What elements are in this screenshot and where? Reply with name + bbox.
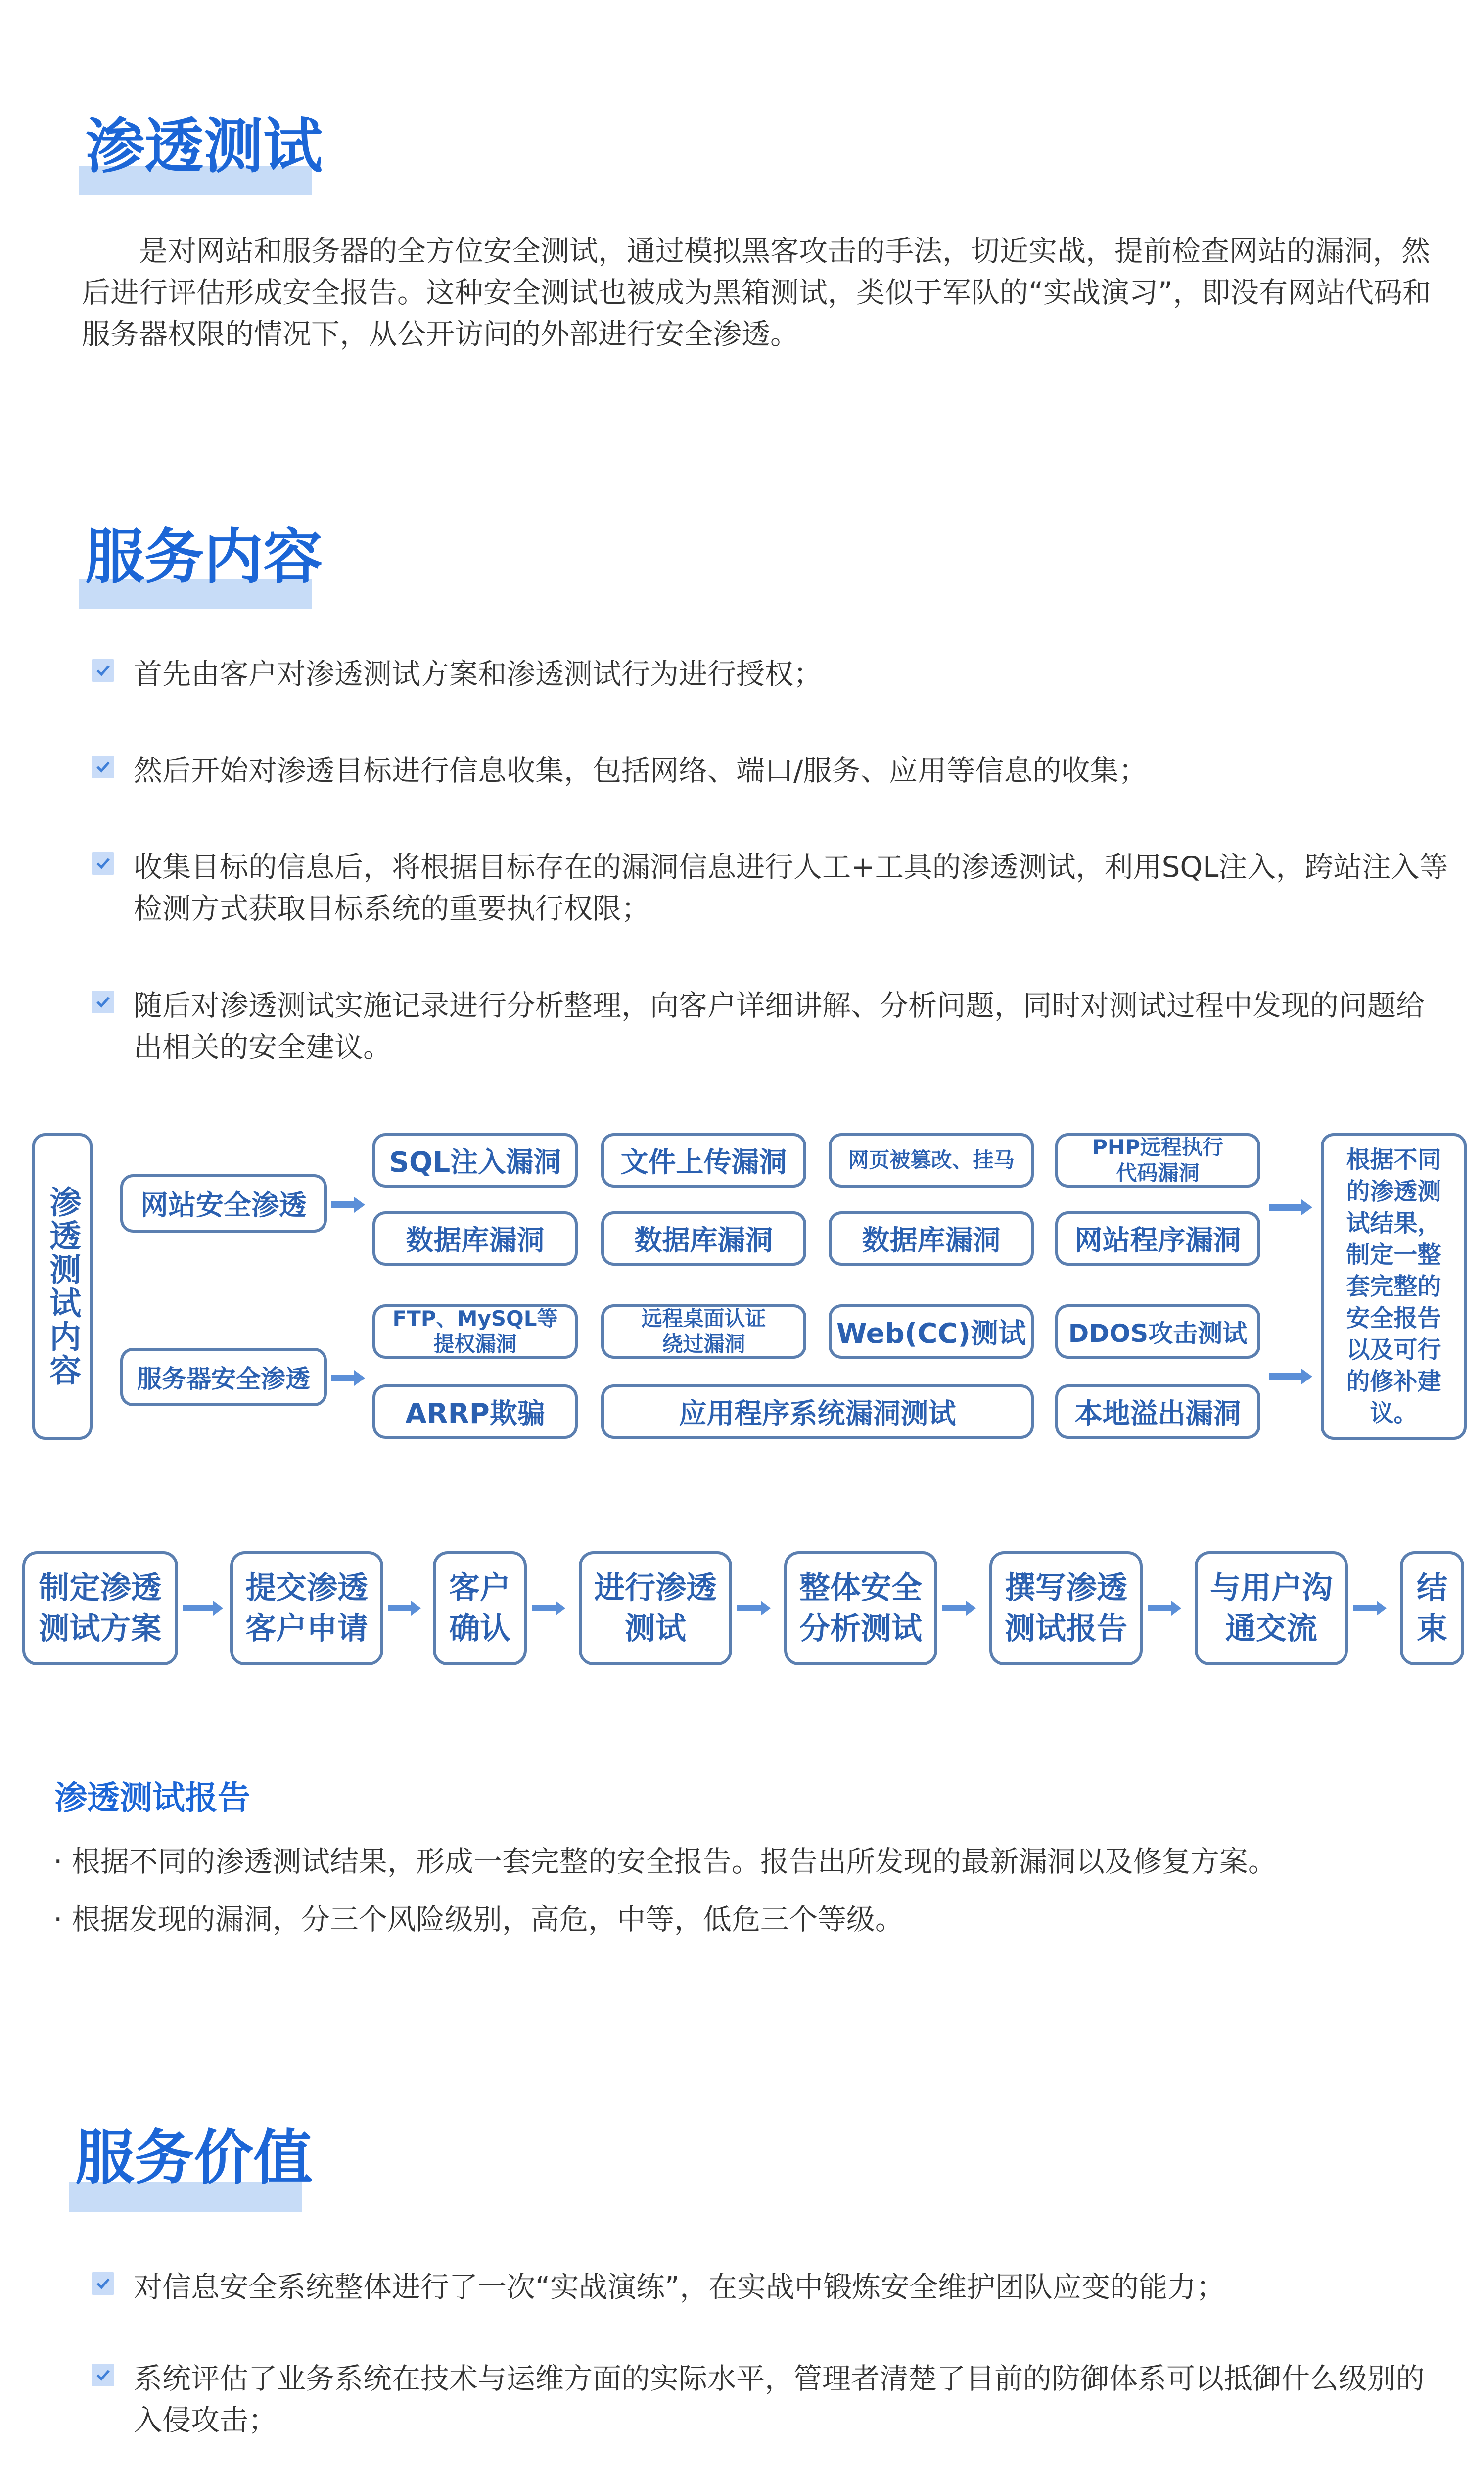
flow-step: [22, 1551, 178, 1665]
result-line: 制定一整: [1346, 1241, 1441, 1269]
flow-step: [784, 1551, 937, 1665]
item-label: DDOS攻击测试: [1068, 1319, 1248, 1348]
flow-arrow: [388, 1605, 413, 1611]
result-line: 议。: [1370, 1399, 1418, 1427]
diagram-arrow: [331, 1201, 356, 1208]
flow-step-line: 整体安全: [799, 1570, 922, 1606]
item-label: 数据库漏洞: [862, 1225, 1001, 1257]
item-label: 数据库漏洞: [406, 1225, 545, 1257]
item-label: 数据库漏洞: [634, 1225, 773, 1257]
flow-step-line: 确认: [449, 1610, 510, 1646]
flow-step-line: 测试: [624, 1610, 686, 1646]
flow-step: [230, 1551, 383, 1665]
flow-step: [433, 1551, 527, 1665]
flow-arrow: [1148, 1605, 1173, 1611]
item-label: SQL注入漏洞: [389, 1146, 561, 1179]
check-square-icon: [92, 2364, 114, 2386]
flow-arrow: [1353, 1605, 1379, 1611]
diagram-item-php-rce: [1055, 1133, 1260, 1188]
diagram-item-web-cc: [829, 1304, 1034, 1359]
item-label-line1: 远程桌面认证: [641, 1306, 766, 1331]
pentest-paragraph-text: 是对网站和服务器的全方位安全测试，通过模拟黑客攻击的手法，切近实战，提前检查网站的漏洞，然后进行评估形成安全报告。这种安全测试也被成为黑箱测试，类似于军队的“实战演习”，即没有网站代码和服务器权限的情况下，从公开访问的外部进行安全渗透。: [82, 234, 1432, 351]
diagram-arrow: [1269, 1204, 1303, 1211]
diagram-item-webpage-tamper: [829, 1133, 1034, 1188]
item-label-line2: 提权漏洞: [433, 1332, 517, 1356]
item-label: 本地溢出漏洞: [1074, 1398, 1241, 1430]
item-label-line2: 绕过漏洞: [662, 1332, 745, 1356]
flow-step-line: 通交流: [1225, 1610, 1317, 1646]
diagram-item-database-1: [372, 1211, 578, 1266]
diagram-item-sql-injection: [372, 1133, 578, 1188]
diagram-item-app-system: [601, 1384, 1034, 1439]
result-line: 安全报告: [1346, 1304, 1441, 1332]
heading-text: 渗透测试: [85, 112, 323, 181]
diagram-item-database-3: [829, 1211, 1034, 1266]
check-square-icon: [92, 991, 114, 1013]
flow-step-line: 与用户沟: [1209, 1570, 1333, 1606]
diagram-item-website-program: [1055, 1211, 1260, 1266]
flow-arrow: [532, 1605, 557, 1611]
pentest-paragraph: [82, 230, 1447, 355]
list-item-text: 然后开始对渗透目标进行信息收集，包括网络、端口/服务、应用等信息的收集；: [134, 754, 1148, 787]
heading-text: 服务价值: [75, 2124, 313, 2192]
section-heading-service-content: [79, 522, 323, 609]
diagram-item-ddos: [1055, 1304, 1260, 1359]
flow-step-line: 提交渗透: [245, 1570, 368, 1606]
diagram-item-file-upload: [601, 1133, 806, 1188]
flow-step-line: 撰写渗透: [1004, 1570, 1127, 1606]
diagram-left-label: 渗透测试内容: [32, 1133, 93, 1440]
result-line: 试结果，: [1346, 1209, 1441, 1237]
list-item-text: 首先由客户对渗透测试方案和渗透测试行为进行授权；: [134, 657, 823, 691]
result-line: 根据不同: [1346, 1146, 1441, 1174]
diagram-item-rdp-bypass: [601, 1304, 806, 1359]
diagram-server-security: [120, 1348, 327, 1406]
item-label-line2: 代码漏洞: [1116, 1161, 1200, 1185]
list-item-text: 随后对渗透测试实施记录进行分析整理，向客户详细讲解、分析问题，同时对测试过程中发现的问题给出相关的安全建议。: [134, 989, 1425, 1064]
flow-arrow: [183, 1605, 215, 1611]
result-line: 以及可行: [1346, 1336, 1441, 1364]
check-square-icon: [92, 659, 114, 682]
flow-step-line: 束: [1416, 1610, 1447, 1646]
item-label: Web(CC)测试: [836, 1318, 1026, 1350]
item-label: ARRP欺骗: [405, 1398, 545, 1430]
report-line: · 根据不同的渗透测试结果，形成一套完整的安全报告。报告出所发现的最新漏洞以及修复方案。: [53, 1845, 1277, 1878]
diagram-item-database-2: [601, 1211, 806, 1266]
flow-step-line: 分析测试: [799, 1610, 922, 1646]
diagram-server-security-label: 服务器安全渗透: [137, 1365, 310, 1393]
item-label: 网站程序漏洞: [1074, 1225, 1241, 1257]
flow-step: [579, 1551, 732, 1665]
item-label: 网页被篡改、挂马: [848, 1148, 1015, 1172]
flow-arrow: [737, 1605, 763, 1611]
diagram-item-ftp-mysql: [372, 1304, 578, 1359]
item-label-line1: FTP、MySQL等: [392, 1306, 558, 1331]
flow-step-line: 客户申请: [245, 1610, 368, 1646]
list-item-text: 系统评估了业务系统在技术与运维方面的实际水平，管理者清楚了目前的防御体系可以抵御什么级别的入侵攻击；: [134, 2362, 1425, 2437]
diagram-arrow: [331, 1375, 356, 1381]
flow-step: [989, 1551, 1143, 1665]
result-line: 的渗透测: [1346, 1178, 1441, 1205]
heading-text: 服务内容: [85, 523, 323, 592]
section-heading-service-value: [69, 2123, 313, 2212]
flow-step-line: 客户: [449, 1570, 510, 1606]
flow-step-line: 结: [1416, 1570, 1447, 1606]
flow-step: [1400, 1551, 1464, 1665]
item-label: 文件上传漏洞: [620, 1146, 787, 1179]
result-line: 的修补建: [1346, 1368, 1441, 1395]
flow-arrow: [942, 1605, 968, 1611]
item-label-line1: PHP远程执行: [1092, 1135, 1223, 1159]
flow-step-line: 测试报告: [1004, 1610, 1127, 1646]
section-heading-pentest: [79, 111, 323, 195]
check-square-icon: [92, 2272, 114, 2295]
flow-step-line: 进行渗透: [594, 1570, 717, 1606]
report-title: 渗透测试报告: [54, 1779, 250, 1817]
result-line: 套完整的: [1346, 1273, 1441, 1300]
diagram-item-local-overflow: [1055, 1384, 1260, 1439]
flow-step: [1195, 1551, 1348, 1665]
list-item-text: 收集目标的信息后，将根据目标存在的漏洞信息进行人工+工具的渗透测试，利用SQL注入，跨站注入等检测方式获取目标系统的重要执行权限；: [134, 850, 1448, 925]
check-square-icon: [92, 756, 114, 778]
list-item-text: 对信息安全系统整体进行了一次“实战演练”，在实战中锻炼安全维护团队应变的能力；: [134, 2270, 1225, 2304]
diagram-web-security-label: 网站安全渗透: [140, 1189, 307, 1222]
flow-step-line: 制定渗透: [39, 1570, 162, 1606]
report-line: · 根据发现的漏洞，分三个风险级别，高危，中等，低危三个等级。: [53, 1903, 904, 1936]
item-label: 应用程序系统漏洞测试: [679, 1398, 956, 1430]
diagram-item-arrp: [372, 1384, 578, 1439]
diagram-result: [1321, 1133, 1467, 1440]
flow-step-line: 测试方案: [39, 1610, 162, 1646]
diagram-web-security: [120, 1174, 327, 1233]
check-square-icon: [92, 852, 114, 875]
diagram-arrow: [1269, 1373, 1303, 1380]
